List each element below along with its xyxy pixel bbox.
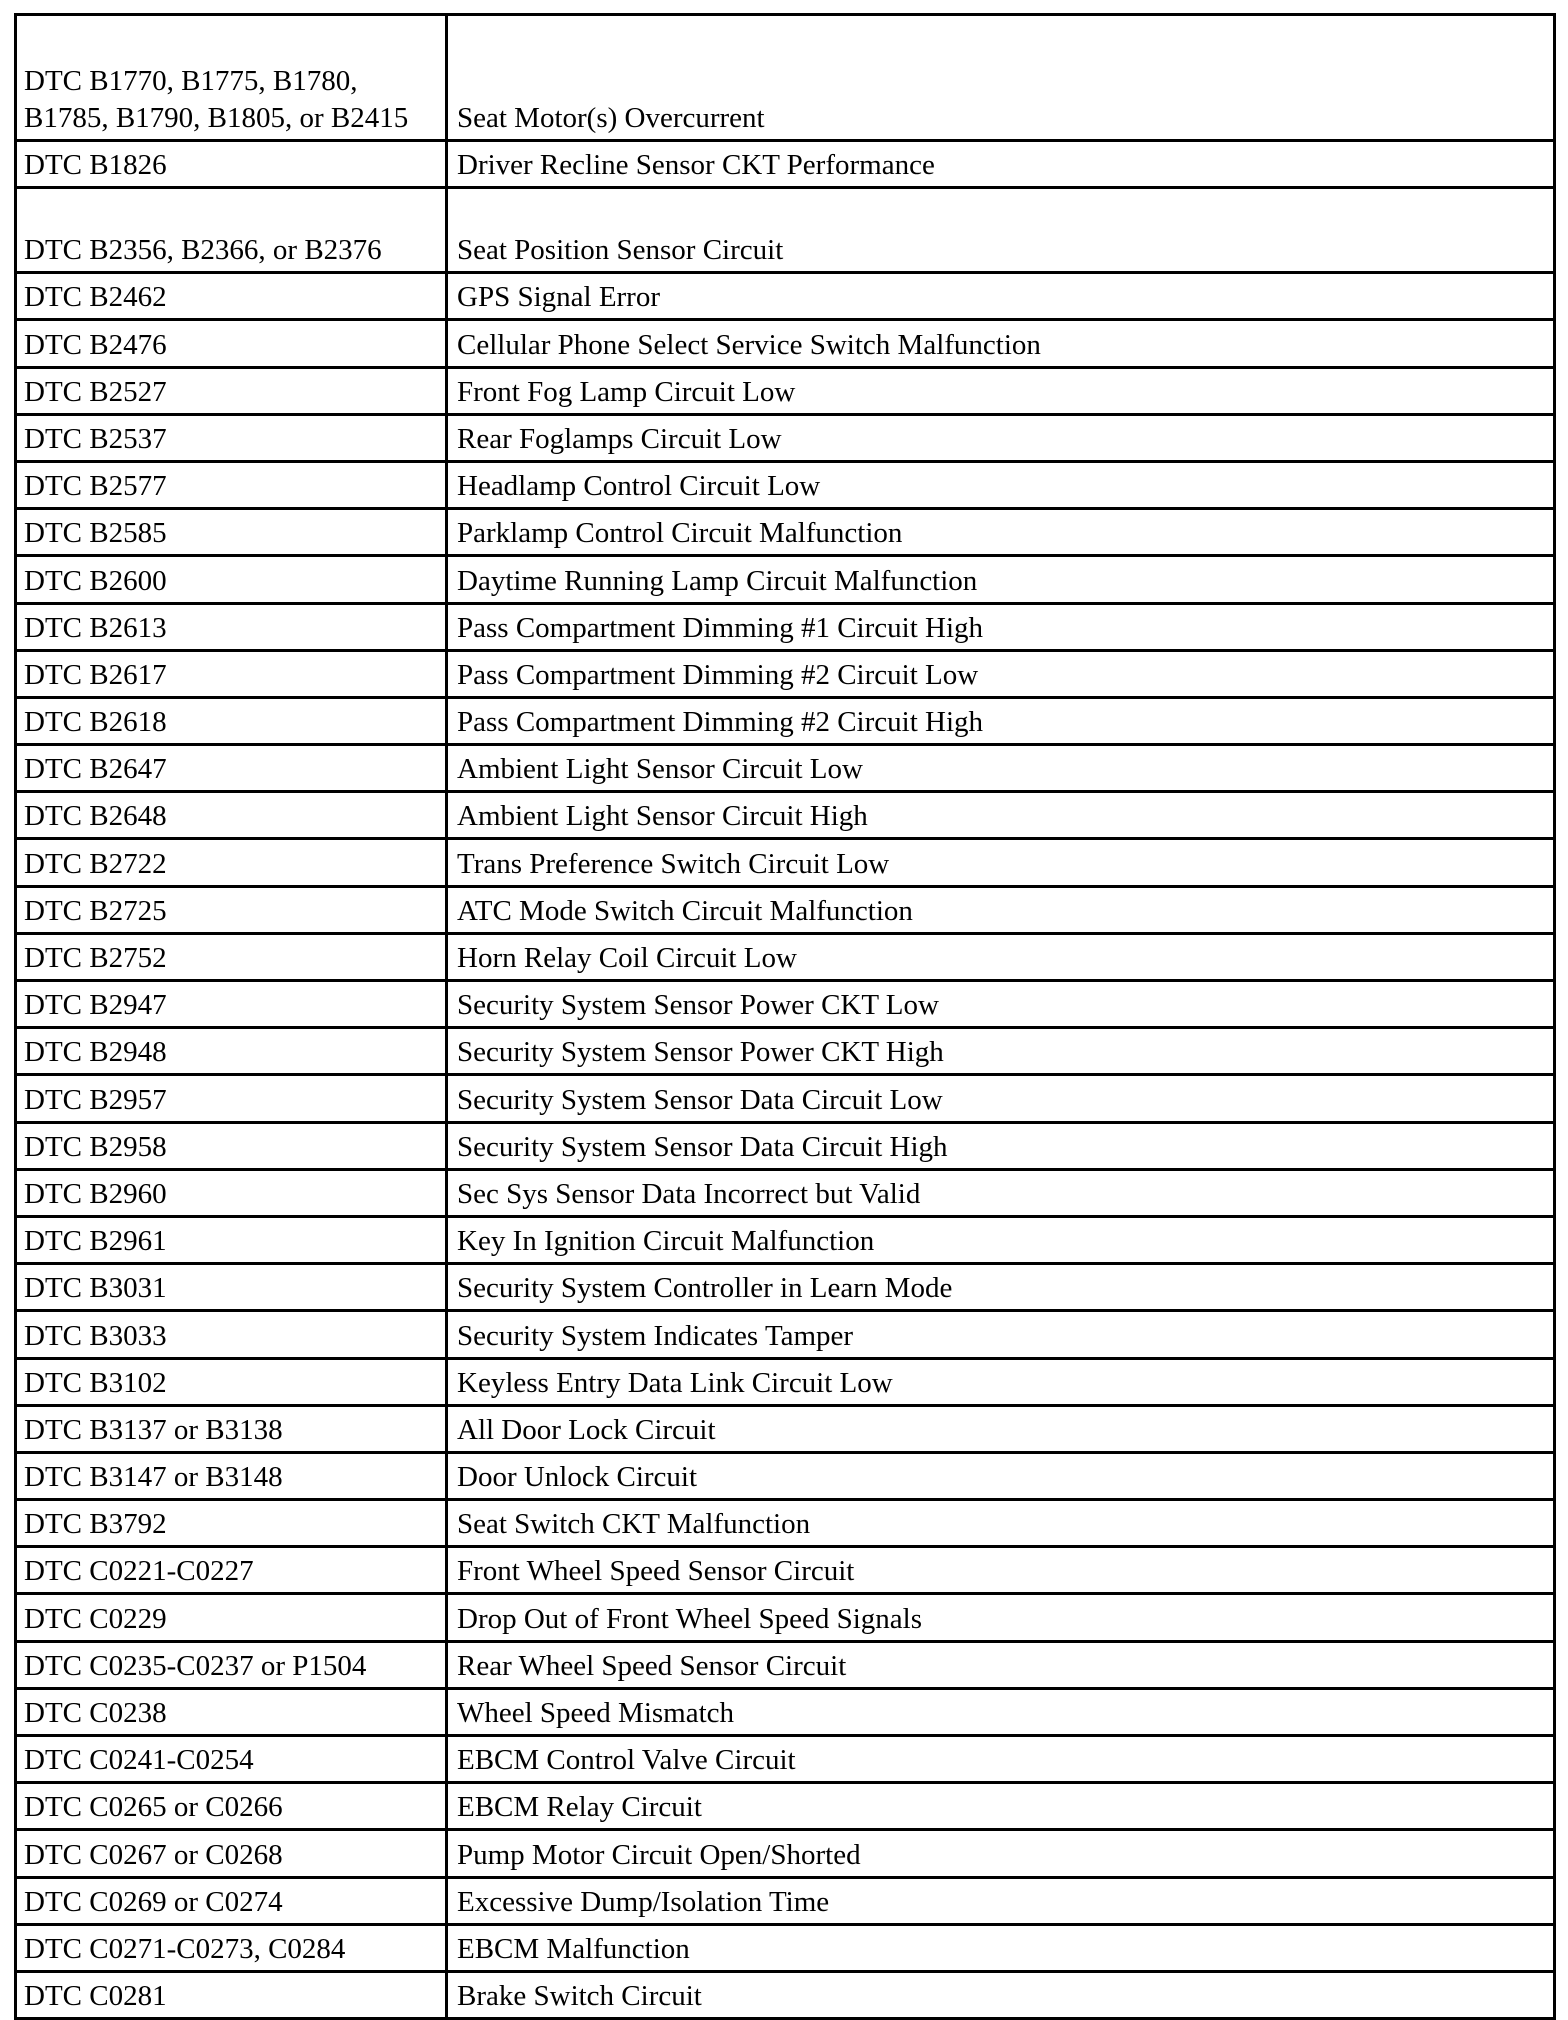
dtc-code-cell — [16, 1688, 447, 1735]
table-row — [16, 1500, 1555, 1547]
dtc-code-cell — [16, 1405, 447, 1452]
dtc-description: Pass Compartment Dimming #2 Circuit High — [457, 706, 984, 739]
dtc-code-cell — [16, 1169, 447, 1216]
dtc-code: DTC B2618 — [24, 706, 167, 739]
table-row — [16, 461, 1555, 508]
dtc-code: DTC C0269 or C0274 — [24, 1885, 283, 1918]
dtc-description-cell — [447, 188, 1555, 273]
dtc-description-cell — [447, 1028, 1555, 1075]
dtc-description-cell — [447, 1500, 1555, 1547]
dtc-code-cell — [16, 1641, 447, 1688]
dtc-description-cell — [447, 1547, 1555, 1594]
dtc-code: DTC B2947 — [24, 989, 167, 1022]
dtc-description: Driver Recline Sensor CKT Performance — [457, 149, 935, 182]
dtc-code-cell — [16, 1358, 447, 1405]
table-row — [16, 1452, 1555, 1499]
dtc-code: DTC C0281 — [24, 1980, 167, 2013]
dtc-description-cell — [447, 367, 1555, 414]
table-row — [16, 933, 1555, 980]
dtc-code-cell — [16, 1028, 447, 1075]
dtc-description: Front Wheel Speed Sensor Circuit — [457, 1555, 855, 1588]
table-row — [16, 603, 1555, 650]
dtc-description: Trans Preference Switch Circuit Low — [457, 847, 890, 880]
dtc-code: DTC C0221-C0227 — [24, 1555, 254, 1588]
dtc-code: DTC B3102 — [24, 1366, 167, 1399]
dtc-description: Brake Switch Circuit — [457, 1980, 702, 2013]
dtc-description: Pass Compartment Dimming #1 Circuit High — [457, 611, 984, 644]
table-row — [16, 886, 1555, 933]
dtc-description: EBCM Malfunction — [457, 1932, 690, 1965]
dtc-description-cell — [447, 1452, 1555, 1499]
dtc-code-cell — [16, 603, 447, 650]
dtc-code-cell — [16, 1216, 447, 1263]
dtc-description: Key In Ignition Circuit Malfunction — [457, 1225, 875, 1258]
dtc-code: DTC B2647 — [24, 753, 167, 786]
dtc-description: Seat Switch CKT Malfunction — [457, 1508, 811, 1541]
dtc-code: DTC C0267 or C0268 — [24, 1838, 283, 1871]
dtc-description: Horn Relay Coil Circuit Low — [457, 942, 797, 974]
dtc-description-cell — [447, 792, 1555, 839]
dtc-code-cell — [16, 1547, 447, 1594]
dtc-description: Daytime Running Lamp Circuit Malfunction — [457, 564, 978, 597]
dtc-code: DTC B2613 — [24, 611, 167, 644]
dtc-description-cell — [447, 1311, 1555, 1358]
dtc-description: Cellular Phone Select Service Switch Malfunction — [457, 328, 1041, 361]
dtc-description: Ambient Light Sensor Circuit Low — [457, 753, 863, 786]
dtc-code-cell — [16, 1452, 447, 1499]
table-row — [16, 188, 1555, 273]
dtc-description: Parklamp Control Circuit Malfunction — [457, 517, 903, 550]
dtc-code-cell — [16, 745, 447, 792]
table-row — [16, 1311, 1555, 1358]
table-row — [16, 650, 1555, 697]
dtc-description-cell — [447, 1736, 1555, 1783]
dtc-description-cell — [447, 1169, 1555, 1216]
table-row — [16, 1688, 1555, 1735]
dtc-code: DTC B2648 — [24, 800, 167, 833]
dtc-code-cell — [16, 1736, 447, 1783]
dtc-code: DTC C0238 — [24, 1697, 167, 1729]
table-row — [16, 792, 1555, 839]
dtc-code: DTC C0271-C0273, C0284 — [24, 1932, 346, 1965]
dtc-table-body — [16, 15, 1555, 2019]
dtc-code-cell — [16, 1264, 447, 1311]
dtc-description: Keyless Entry Data Link Circuit Low — [457, 1366, 893, 1399]
dtc-description: All Door Lock Circuit — [457, 1413, 716, 1446]
table-row — [16, 367, 1555, 414]
dtc-code: DTC B2725 — [24, 894, 167, 927]
dtc-description: Ambient Light Sensor Circuit High — [457, 800, 868, 833]
dtc-code: DTC B2462 — [24, 281, 167, 314]
dtc-code: DTC C0265 or C0266 — [24, 1791, 283, 1824]
dtc-code: DTC B2537 — [24, 422, 167, 455]
dtc-code-cell — [16, 1783, 447, 1830]
dtc-description-cell — [447, 1216, 1555, 1263]
dtc-description: ATC Mode Switch Circuit Malfunction — [457, 894, 913, 927]
dtc-description-cell — [447, 1122, 1555, 1169]
dtc-description-cell — [447, 509, 1555, 556]
dtc-description: EBCM Relay Circuit — [457, 1791, 702, 1824]
dtc-description-cell — [447, 1594, 1555, 1641]
table-row — [16, 1924, 1555, 1971]
table-row — [16, 745, 1555, 792]
dtc-code: DTC B2476 — [24, 328, 167, 361]
dtc-code: DTC C0229 — [24, 1602, 167, 1635]
dtc-description: Rear Foglamps Circuit Low — [457, 422, 782, 455]
dtc-description: Pump Motor Circuit Open/Shorted — [457, 1838, 861, 1871]
dtc-code-cell — [16, 981, 447, 1028]
dtc-description-cell — [447, 1641, 1555, 1688]
dtc-code-cell — [16, 509, 447, 556]
dtc-description-cell — [447, 141, 1555, 188]
dtc-description: Security System Indicates Tamper — [457, 1319, 854, 1352]
dtc-description-cell — [447, 1358, 1555, 1405]
dtc-code-cell — [16, 461, 447, 508]
dtc-description-cell — [447, 320, 1555, 367]
dtc-description: Seat Motor(s) Overcurrent — [457, 102, 765, 134]
dtc-code-cell — [16, 188, 447, 273]
dtc-code: DTC B3147 or B3148 — [24, 1461, 283, 1494]
dtc-code-cell — [16, 320, 447, 367]
dtc-code-cell — [16, 556, 447, 603]
dtc-code: DTC B2617 — [24, 658, 167, 691]
dtc-code: DTC B3031 — [24, 1272, 167, 1305]
table-row — [16, 697, 1555, 744]
dtc-code: DTC B2961 — [24, 1225, 167, 1258]
dtc-code: DTC B2600 — [24, 564, 167, 597]
dtc-description: Sec Sys Sensor Data Incorrect but Valid — [457, 1177, 921, 1210]
dtc-code-cell — [16, 414, 447, 461]
dtc-code-cell — [16, 367, 447, 414]
dtc-description: Security System Sensor Power CKT Low — [457, 989, 939, 1022]
table-row — [16, 1169, 1555, 1216]
dtc-description: Security System Sensor Data Circuit High — [457, 1130, 948, 1163]
dtc-code-cell — [16, 1075, 447, 1122]
dtc-description: Excessive Dump/Isolation Time — [457, 1885, 830, 1918]
table-row — [16, 1028, 1555, 1075]
dtc-code: DTC B2356, B2366, or B2376 — [24, 234, 382, 267]
table-row — [16, 1405, 1555, 1452]
table-row — [16, 273, 1555, 320]
dtc-description: Drop Out of Front Wheel Speed Signals — [457, 1602, 923, 1635]
dtc-description: Security System Controller in Learn Mode — [457, 1272, 953, 1305]
dtc-code: DTC B2585 — [24, 517, 167, 550]
dtc-code: DTC C0235-C0237 or P1504 — [24, 1649, 367, 1682]
table-row — [16, 1122, 1555, 1169]
table-row — [16, 839, 1555, 886]
dtc-description-cell — [447, 933, 1555, 980]
dtc-code-cell — [16, 1877, 447, 1924]
dtc-description: Security System Sensor Power CKT High — [457, 1036, 944, 1069]
dtc-code-cell — [16, 886, 447, 933]
table-row — [16, 1216, 1555, 1263]
table-row — [16, 1830, 1555, 1877]
dtc-description-cell — [447, 414, 1555, 461]
dtc-description: Door Unlock Circuit — [457, 1461, 698, 1494]
dtc-description-cell — [447, 886, 1555, 933]
dtc-table — [14, 13, 1556, 2020]
table-row — [16, 981, 1555, 1028]
dtc-description-cell — [447, 745, 1555, 792]
dtc-description-cell — [447, 981, 1555, 1028]
dtc-code-cell — [16, 141, 447, 188]
dtc-code-cell — [16, 1122, 447, 1169]
dtc-code-cell — [16, 15, 447, 141]
dtc-code: DTC B2948 — [24, 1036, 167, 1069]
dtc-code: DTC B2752 — [24, 942, 167, 974]
dtc-description-cell — [447, 1405, 1555, 1452]
table-row — [16, 1075, 1555, 1122]
dtc-description-cell — [447, 603, 1555, 650]
table-row — [16, 1264, 1555, 1311]
dtc-code: DTC B3033 — [24, 1319, 167, 1352]
dtc-description: Front Fog Lamp Circuit Low — [457, 375, 796, 408]
dtc-code: DTC B2957 — [24, 1083, 167, 1116]
dtc-description-cell — [447, 839, 1555, 886]
table-row — [16, 509, 1555, 556]
dtc-description-cell — [447, 650, 1555, 697]
dtc-code-cell — [16, 933, 447, 980]
dtc-code: DTC B3137 or B3138 — [24, 1413, 283, 1446]
dtc-code: DTC B3792 — [24, 1508, 167, 1541]
table-row — [16, 1594, 1555, 1641]
table-row — [16, 1736, 1555, 1783]
dtc-code: DTC C0241-C0254 — [24, 1744, 254, 1777]
dtc-code-cell — [16, 697, 447, 744]
table-row — [16, 556, 1555, 603]
dtc-description-cell — [447, 273, 1555, 320]
table-row — [16, 1547, 1555, 1594]
table-row — [16, 141, 1555, 188]
dtc-description: Pass Compartment Dimming #2 Circuit Low — [457, 658, 979, 691]
dtc-code: DTC B1826 — [24, 149, 167, 182]
dtc-description-cell — [447, 1877, 1555, 1924]
dtc-code: DTC B2960 — [24, 1177, 167, 1210]
dtc-code-cell — [16, 839, 447, 886]
table-row — [16, 15, 1555, 141]
dtc-description: EBCM Control Valve Circuit — [457, 1744, 796, 1777]
table-row — [16, 1641, 1555, 1688]
table-row — [16, 320, 1555, 367]
dtc-description: Security System Sensor Data Circuit Low — [457, 1083, 943, 1116]
dtc-description-cell — [447, 556, 1555, 603]
dtc-code: DTC B2722 — [24, 847, 167, 880]
dtc-code-cell — [16, 1924, 447, 1971]
dtc-code-cell — [16, 1830, 447, 1877]
dtc-code: DTC B2958 — [24, 1130, 167, 1163]
table-row — [16, 1358, 1555, 1405]
dtc-code-cell — [16, 650, 447, 697]
dtc-code-cell — [16, 273, 447, 320]
table-row — [16, 1877, 1555, 1924]
dtc-code: DTC B2527 — [24, 375, 167, 408]
dtc-code: DTC B2577 — [24, 470, 167, 503]
dtc-description-cell — [447, 15, 1555, 141]
dtc-code-cell — [16, 792, 447, 839]
dtc-description-cell — [447, 697, 1555, 744]
dtc-description-cell — [447, 1688, 1555, 1735]
dtc-description-cell — [447, 461, 1555, 508]
dtc-description-cell — [447, 1830, 1555, 1877]
dtc-description-cell — [447, 1924, 1555, 1971]
dtc-description: GPS Signal Error — [457, 281, 660, 314]
dtc-description-cell — [447, 1264, 1555, 1311]
dtc-description: Headlamp Control Circuit Low — [457, 470, 821, 503]
dtc-code-cell — [16, 1500, 447, 1547]
dtc-code-cell — [16, 1594, 447, 1641]
dtc-code-cell — [16, 1311, 447, 1358]
dtc-description-cell — [447, 1783, 1555, 1830]
dtc-code: DTC B1770, B1775, B1780, B1785, B1790, B1805, or B2415 — [24, 65, 409, 134]
table-row — [16, 414, 1555, 461]
dtc-description: Seat Position Sensor Circuit — [457, 234, 784, 267]
dtc-description-cell — [447, 1075, 1555, 1122]
table-row — [16, 1783, 1555, 1830]
dtc-description: Rear Wheel Speed Sensor Circuit — [457, 1649, 847, 1682]
dtc-description: Wheel Speed Mismatch — [457, 1697, 735, 1729]
